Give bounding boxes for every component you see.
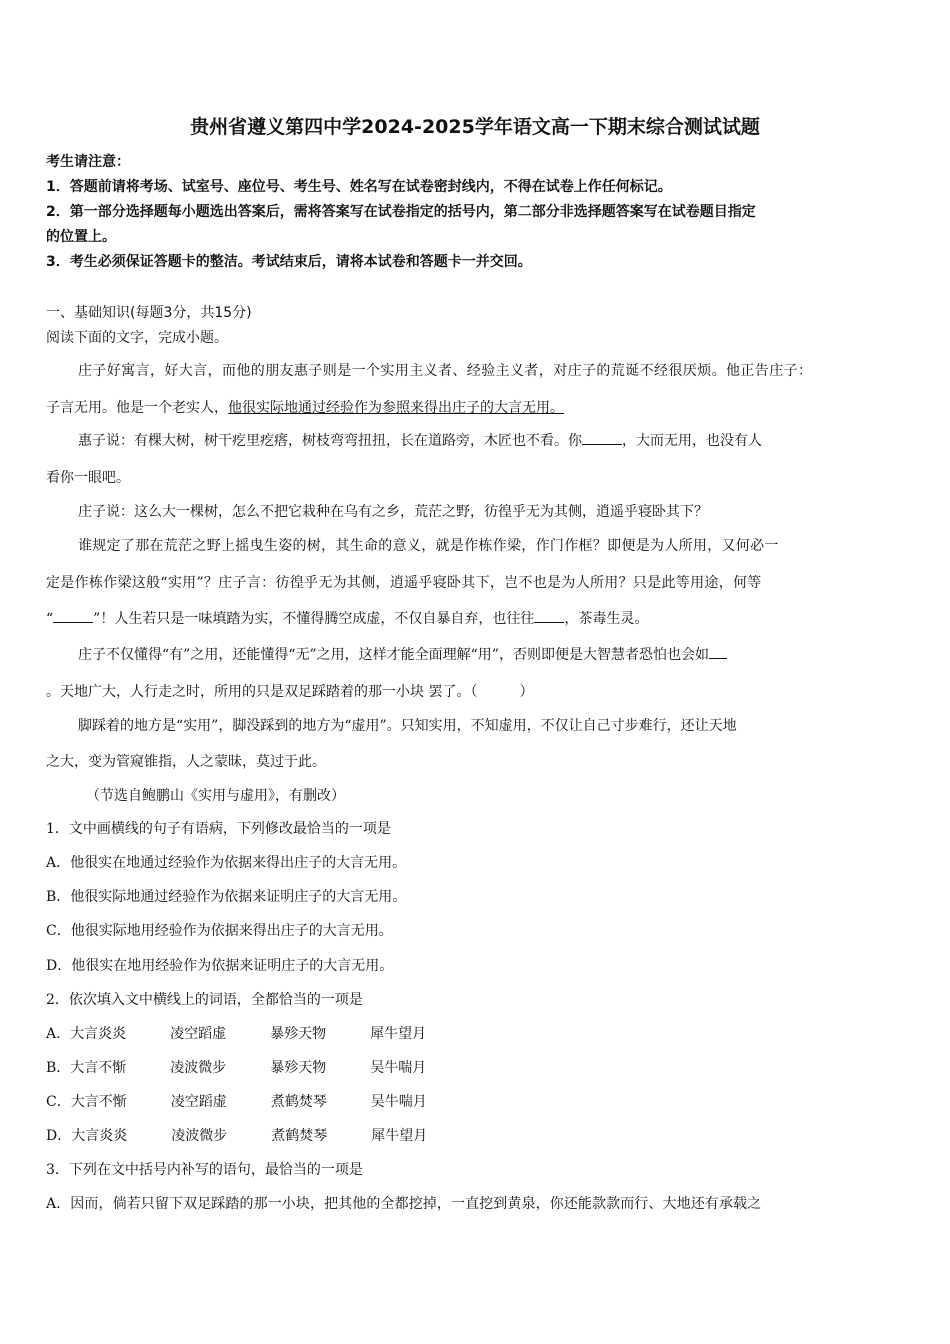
notice-item: 的位置上。 <box>46 229 116 245</box>
question-2-option-b: B．大言不惭 凌波微步 暴殄天物 吴牛喘月 <box>46 1060 427 1076</box>
fill-blank-3 <box>534 610 564 623</box>
passage-paragraph: 谁规定了那在荒茫之野上摇曳生姿的树，其生命的意义，就是作栋作梁，作门作框？即便是为人所用，又何必一 <box>78 538 779 554</box>
fill-blank-4 <box>709 646 727 659</box>
reading-instruction: 阅读下面的文字，完成小题。 <box>46 330 228 346</box>
passage-paragraph: 看你一眼吧。 <box>46 470 130 486</box>
passage-paragraph: 定是作栋作梁这般“实用”？庄子言：彷徨乎无为其侧，逍遥乎寝卧其下，岂不也是为人所用？只是此等用途，何等 <box>46 575 762 591</box>
question-3-stem: 3．下列在文中括号内补写的语句，最恰当的一项是 <box>46 1162 363 1178</box>
question-1-stem: 1．文中画横线的句子有语病，下列修改最恰当的一项是 <box>46 821 391 837</box>
question-1-option-a: A．他很实在地通过经验作为依据来得出庄子的大言无用。 <box>46 855 407 871</box>
question-1-option-b: B．他很实际地通过经验作为依据来证明庄子的大言无用。 <box>46 889 407 905</box>
passage-paragraph: 庄子说：这么大一棵树，怎么不把它栽种在乌有之乡，荒茫之野，彷徨乎无为其侧，逍遥乎寝卧其下？ <box>78 504 708 520</box>
passage-paragraph: 庄子好寓言，好大言，而他的朋友惠子则是一个实用主义者、经验主义者，对庄子的荒诞不经很厌烦。他正告庄子： <box>78 363 813 379</box>
question-2-option-d: D．大言炎炎 凌波微步 煮鹤焚琴 犀牛望月 <box>46 1128 428 1144</box>
question-1-option-c: C．他很实际地用经验作为依据来得出庄子的大言无用。 <box>46 923 393 939</box>
passage-source: （节选自鲍鹏山《实用与虚用》，有删改） <box>86 788 345 804</box>
passage-paragraph: 之大，变为管窥锥指，人之蒙昧，莫过于此。 <box>46 754 326 770</box>
passage-paragraph: 惠子说：有棵大树，树干疙里疙瘩，树枝弯弯扭扭，长在道路旁，木匠也不看。你 ，大而无用，也没有人 <box>78 433 762 449</box>
fill-blank-1 <box>582 432 622 445</box>
notice-item: 1．答题前请将考场、试室号、座位号、考生号、姓名写在试卷密封线内，不得在试卷上作任何标记。 <box>46 179 672 195</box>
passage-paragraph: 脚踩着的地方是“实用”，脚没踩到的地方为“虚用”。只知实用，不知虚用，不仅让自己寸步难行，还让天地 <box>78 718 737 734</box>
question-2-option-a: A．大言炎炎 凌空蹈虚 暴殄天物 犀牛望月 <box>46 1026 427 1042</box>
passage-paragraph: 子言无用。他是一个老实人，他很实际地通过经验作为参照来得出庄子的大言无用。 <box>46 400 564 416</box>
exam-notice <box>46 150 906 275</box>
section-heading: 一、基础知识(每题3分，共15分) <box>46 305 252 321</box>
passage-paragraph: “ ”！人生若只是一味填踏为实，不懂得腾空成虚，不仅自暴自弃，也往往 ，茶毒生灵。 <box>46 611 649 627</box>
question-2-option-c: C．大言不惭 凌空蹈虚 煮鹤焚琴 吴牛喘月 <box>46 1094 427 1110</box>
passage-paragraph: 。天地广大，人行走之时，所用的只是双足踩踏着的那一小块 罢了。（ ） <box>46 684 534 700</box>
question-1-option-d: D．他很实在地用经验作为依据来证明庄子的大言无用。 <box>46 958 394 974</box>
exam-title: 贵州省遵义第四中学2024-2025学年语文高一下期末综合测试试题 <box>190 116 760 138</box>
fill-blank-2 <box>53 610 93 623</box>
question-3-option-a: A．因而，倘若只留下双足踩踏的那一小块，把其他的全都挖掉，一直挖到黄泉，你还能款款而行、大地还有承载之 <box>46 1196 762 1212</box>
passage-paragraph: 庄子不仅懂得“有”之用，还能懂得“无”之用，这样才能全面理解“用”，否则即便是大智慧者恐怕也会如 <box>46 644 727 664</box>
notice-item: 3．考生必须保证答题卡的整洁。考试结束后，请将本试卷和答题卡一并交回。 <box>46 254 532 270</box>
notice-heading: 考生请注意： <box>46 154 130 170</box>
notice-item: 2．第一部分选择题每小题选出答案后，需将答案写在试卷指定的括号内，第二部分非选择题答案写在试卷题目指定 <box>46 204 756 220</box>
question-2-stem: 2．依次填入文中横线上的词语，全都恰当的一项是 <box>46 992 363 1008</box>
underlined-sentence: 他很实际地通过经验作为参照来得出庄子的大言无用。 <box>228 400 564 416</box>
